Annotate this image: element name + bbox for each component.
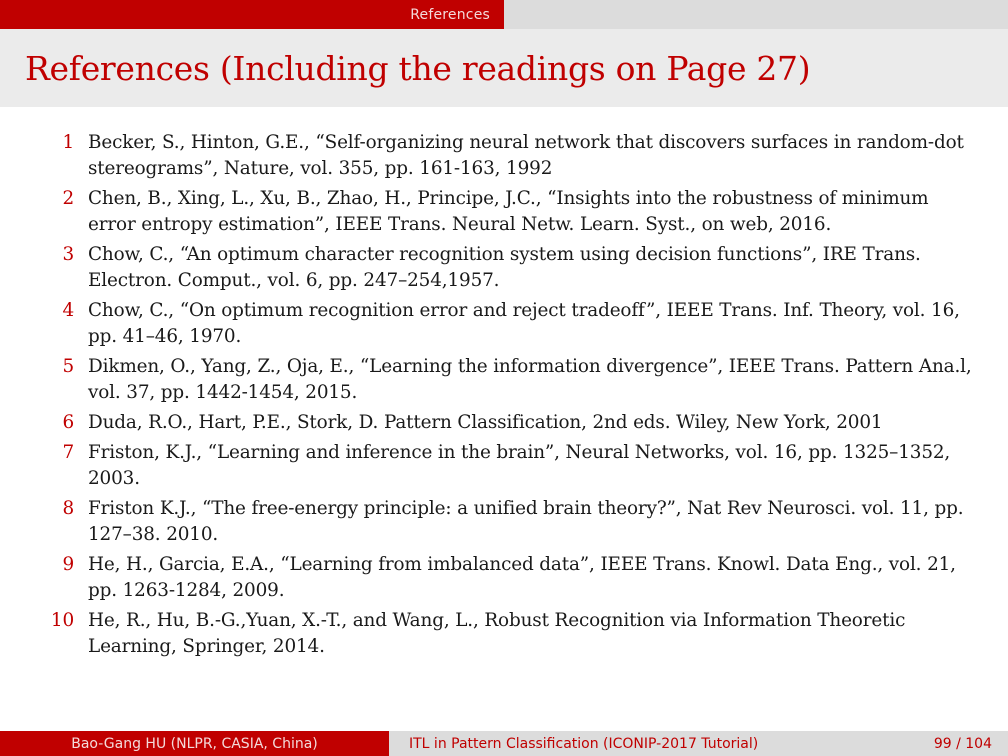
- reference-number: 2: [62, 188, 74, 209]
- reference-item: [0, 242, 1008, 294]
- reference-number: 1: [62, 132, 74, 153]
- footer-talk-title[interactable]: ITL in Pattern Classification (ICONIP-2017 Tutorial): [409, 735, 759, 752]
- reference-item: [0, 130, 1008, 182]
- reference-text: Friston K.J., “The free-energy principle: a unified brain theory?”, Nat Rev Neurosci. vol. 11, pp. 127–38. 2010.: [88, 498, 964, 545]
- reference-list: [0, 130, 1008, 664]
- reference-text: He, H., Garcia, E.A., “Learning from imbalanced data”, IEEE Trans. Knowl. Data Eng., vol. 21, pp. 1263-1284, 2009.: [88, 554, 956, 601]
- reference-item: [0, 608, 1008, 660]
- reference-item: [0, 496, 1008, 548]
- footer-author[interactable]: [0, 731, 389, 756]
- reference-item: [0, 552, 1008, 604]
- reference-text: Dikmen, O., Yang, Z., Oja, E., “Learning the information divergence”, IEEE Trans. Pattern Ana.l, vol. 37, pp. 1442-1454, 2015.: [88, 356, 972, 403]
- section-tab-references[interactable]: [0, 0, 504, 29]
- title-bar: [0, 29, 1008, 107]
- reference-text: Chow, C., “On optimum recognition error and reject tradeoff”, IEEE Trans. Inf. Theory, vol. 16, pp. 41–46, 1970.: [88, 300, 960, 347]
- reference-item: [0, 298, 1008, 350]
- footer-info: [389, 731, 1008, 756]
- reference-number: 6: [62, 412, 74, 433]
- reference-number: 7: [62, 442, 74, 463]
- reference-item: [0, 440, 1008, 492]
- footer-bar: [0, 731, 1008, 756]
- reference-number: 5: [62, 356, 74, 377]
- reference-number: 10: [50, 610, 74, 631]
- section-label: References: [410, 6, 490, 23]
- reference-item: [0, 354, 1008, 406]
- reference-item: [0, 186, 1008, 238]
- reference-text: Duda, R.O., Hart, P.E., Stork, D. Pattern Classification, 2nd eds. Wiley, New York, 2001: [88, 412, 883, 433]
- slide-title: References (Including the readings on Page 27): [25, 49, 811, 88]
- reference-number: 4: [62, 300, 74, 321]
- reference-number: 9: [62, 554, 74, 575]
- page-number: 99 / 104: [933, 735, 992, 752]
- top-navigation-bar: [0, 0, 1008, 29]
- reference-number: 3: [62, 244, 74, 265]
- reference-text: Friston, K.J., “Learning and inference in the brain”, Neural Networks, vol. 16, pp. 1325–1352, 2003.: [88, 442, 951, 489]
- reference-text: Chen, B., Xing, L., Xu, B., Zhao, H., Principe, J.C., “Insights into the robustness of minimum error entropy estimation”, IEEE Trans. Neural Netw. Learn. Syst., on web, 2016.: [88, 188, 929, 235]
- reference-text: He, R., Hu, B.-G.,Yuan, X.-T., and Wang, L., Robust Recognition via Information Theoretic Learning, Springer, 2014.: [88, 610, 906, 657]
- section-bar-filler: [504, 0, 1008, 29]
- reference-text: Becker, S., Hinton, G.E., “Self-organizing neural network that discovers surfaces in random-dot stereograms”, Nature, vol. 355, pp. 161-163, 1992: [88, 132, 964, 179]
- reference-text: Chow, C., “An optimum character recognition system using decision functions”, IRE Trans. Electron. Comput., vol. 6, pp. 247–254,1957.: [88, 244, 921, 291]
- reference-item: [0, 410, 1008, 436]
- footer-author-label: Bao-Gang HU (NLPR, CASIA, China): [71, 735, 318, 752]
- reference-number: 8: [62, 498, 74, 519]
